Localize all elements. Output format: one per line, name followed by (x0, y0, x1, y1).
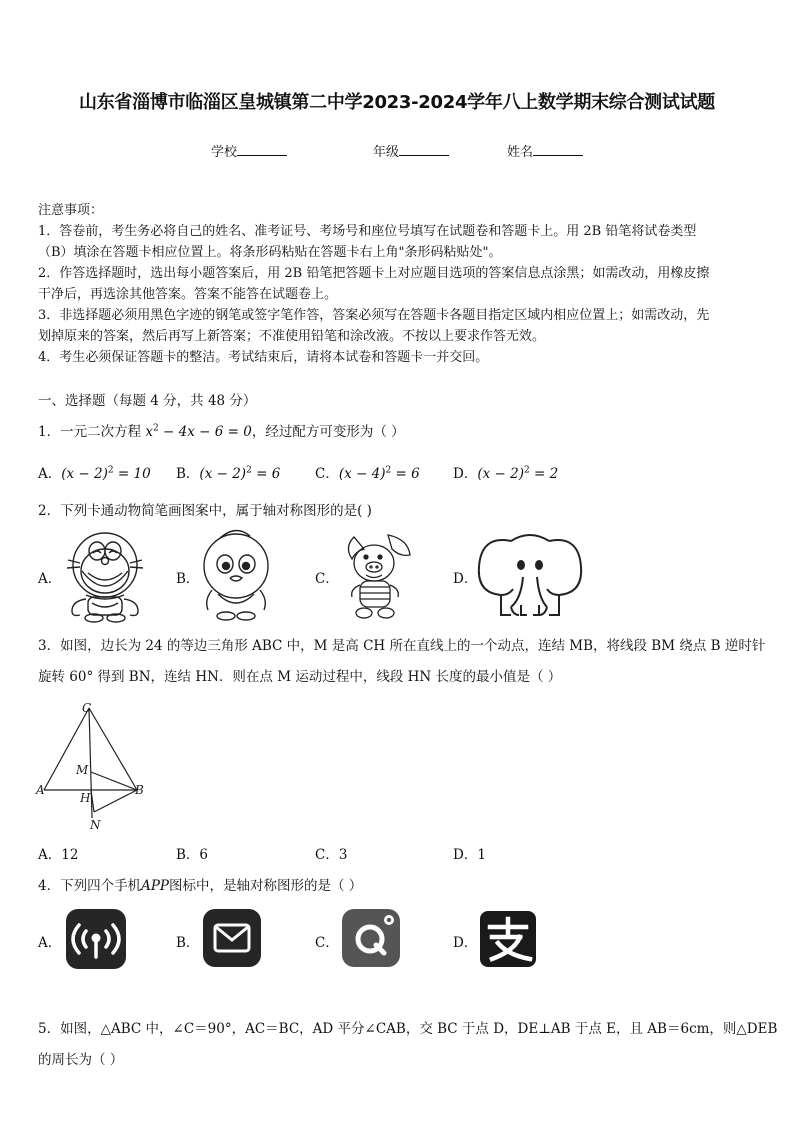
q1-option-a[interactable]: A．$(x - 2)^2 = 10$ (38, 465, 151, 482)
alipay-zhi-icon (480, 911, 536, 967)
question-3-stem-line2: 旋转 60° 得到 BN，连结 HN．则在点 M 运动过程中，线段 HN 长度的最小值是（ ） (38, 669, 562, 685)
school-blank[interactable] (237, 143, 287, 156)
wifi-signal-icon (66, 909, 126, 969)
q3-option-a[interactable]: A．12 (38, 847, 79, 863)
page-title: 山东省淄博市临淄区皇城镇第二中学2023-2024学年八上数学期末综合测试试题 (79, 92, 715, 113)
notice-line: 2．作答选择题时，选出每小题答案后，用 2B 铅笔把答题卡上对应题目选项的答案信息点涂黑；如需改动，用橡皮擦 (38, 266, 710, 281)
label-h: H (80, 791, 91, 805)
envelope-icon (203, 909, 261, 967)
question-1-stem: 1．一元二次方程 $x^2 - 4x - 6 = 0$，经过配方可变形为（ ） (38, 423, 405, 440)
penguin-drawing (200, 528, 272, 622)
question-2-stem: 2．下列卡通动物简笔画图案中，属于轴对称图形的是( ) (38, 503, 372, 519)
question-4-stem: 4．下列四个手机APP图标中，是轴对称图形的是（ ） (38, 878, 363, 894)
label-c: C (82, 701, 92, 715)
q2-option-a-label[interactable]: A． (38, 571, 62, 587)
doraemon-drawing (60, 527, 150, 623)
q1-option-c[interactable]: C．$(x - 4)^2 = 6$ (315, 465, 420, 482)
notice-line: 1．答卷前，考生务必将自己的姓名、准考证号、考场号和座位号填写在试题卷和答题卡上。用 2B 铅笔将试卷类型 (38, 224, 697, 239)
label-n: N (90, 818, 101, 831)
label-a: A (36, 783, 45, 797)
wifi-app-icon (66, 909, 126, 969)
q3-option-d[interactable]: D．1 (453, 847, 486, 863)
piglet-drawing (340, 527, 414, 623)
notice-line: 3．非选择题必须用黑色字迹的钢笔或签字笔作答，答案必须写在答题卡各题目指定区域内相应位置上；如需改动，先 (38, 308, 710, 323)
grade-label: 年级 (373, 145, 400, 160)
notice-line: 4．考生必须保证答题卡的整洁。考试结束后，请将本试卷和答题卡一并交回。 (38, 350, 489, 365)
name-label: 姓名 (507, 145, 534, 160)
name-blank[interactable] (533, 143, 583, 156)
q3-option-b[interactable]: B．6 (176, 847, 209, 863)
question-5-stem-line1: 5．如图，△ABC 中，∠C＝90°，AC＝BC，AD 平分∠CAB，交 BC 于点 D，DE⊥AB 于点 E，且 AB＝6cm，则△DEB (38, 1021, 778, 1037)
qq-browser-app-icon (342, 909, 400, 967)
label-m: M (76, 763, 89, 777)
grade-blank[interactable] (399, 143, 449, 156)
school-field[interactable] (211, 141, 287, 160)
notice-line: 划掉原来的答案，然后再写上新答案；不准使用铅笔和涂改液。不按以上要求作答无效。 (38, 329, 546, 344)
q4-option-d-label[interactable]: D． (453, 935, 478, 951)
section-heading: 一、选择题（每题 4 分，共 48 分） (38, 393, 257, 409)
q2-option-c-label[interactable]: C． (315, 571, 339, 587)
q1-option-d[interactable]: D．$(x - 2)^2 = 2$ (453, 465, 559, 482)
mail-app-icon (203, 909, 261, 967)
notice-heading: 注意事项： (38, 203, 104, 218)
label-b: B (135, 783, 144, 797)
q4-option-a-label[interactable]: A． (38, 935, 62, 951)
q-search-icon (342, 909, 400, 967)
notice-line: 干净后，再选涂其他答案。答案不能答在试题卷上。 (38, 287, 338, 302)
elephant-drawing (477, 529, 583, 621)
alipay-app-icon (480, 911, 536, 967)
q2-option-d-label[interactable]: D． (453, 571, 478, 587)
q1-option-b[interactable]: B．$(x - 2)^2 = 6$ (176, 465, 281, 482)
q3-option-c[interactable]: C．3 (315, 847, 348, 863)
q4-option-b-label[interactable]: B． (176, 935, 200, 951)
q2-option-b-label[interactable]: B． (176, 571, 200, 587)
question-3-stem-line1: 3．如图，边长为 24 的等边三角形 ABC 中，M 是高 CH 所在直线上的一个动点，连结 MB，将线段 BM 绕点 B 逆时针 (38, 638, 766, 654)
school-label: 学校 (211, 145, 238, 160)
triangle-figure (34, 696, 150, 831)
question-5-stem-line2: 的周长为（ ） (38, 1052, 124, 1068)
name-field[interactable] (507, 141, 583, 160)
grade-field[interactable] (373, 141, 449, 160)
notice-line: （B）填涂在答题卡相应位置上。将条形码粘贴在答题卡右上角"条形码粘贴处"。 (38, 245, 502, 260)
q4-option-c-label[interactable]: C． (315, 935, 339, 951)
